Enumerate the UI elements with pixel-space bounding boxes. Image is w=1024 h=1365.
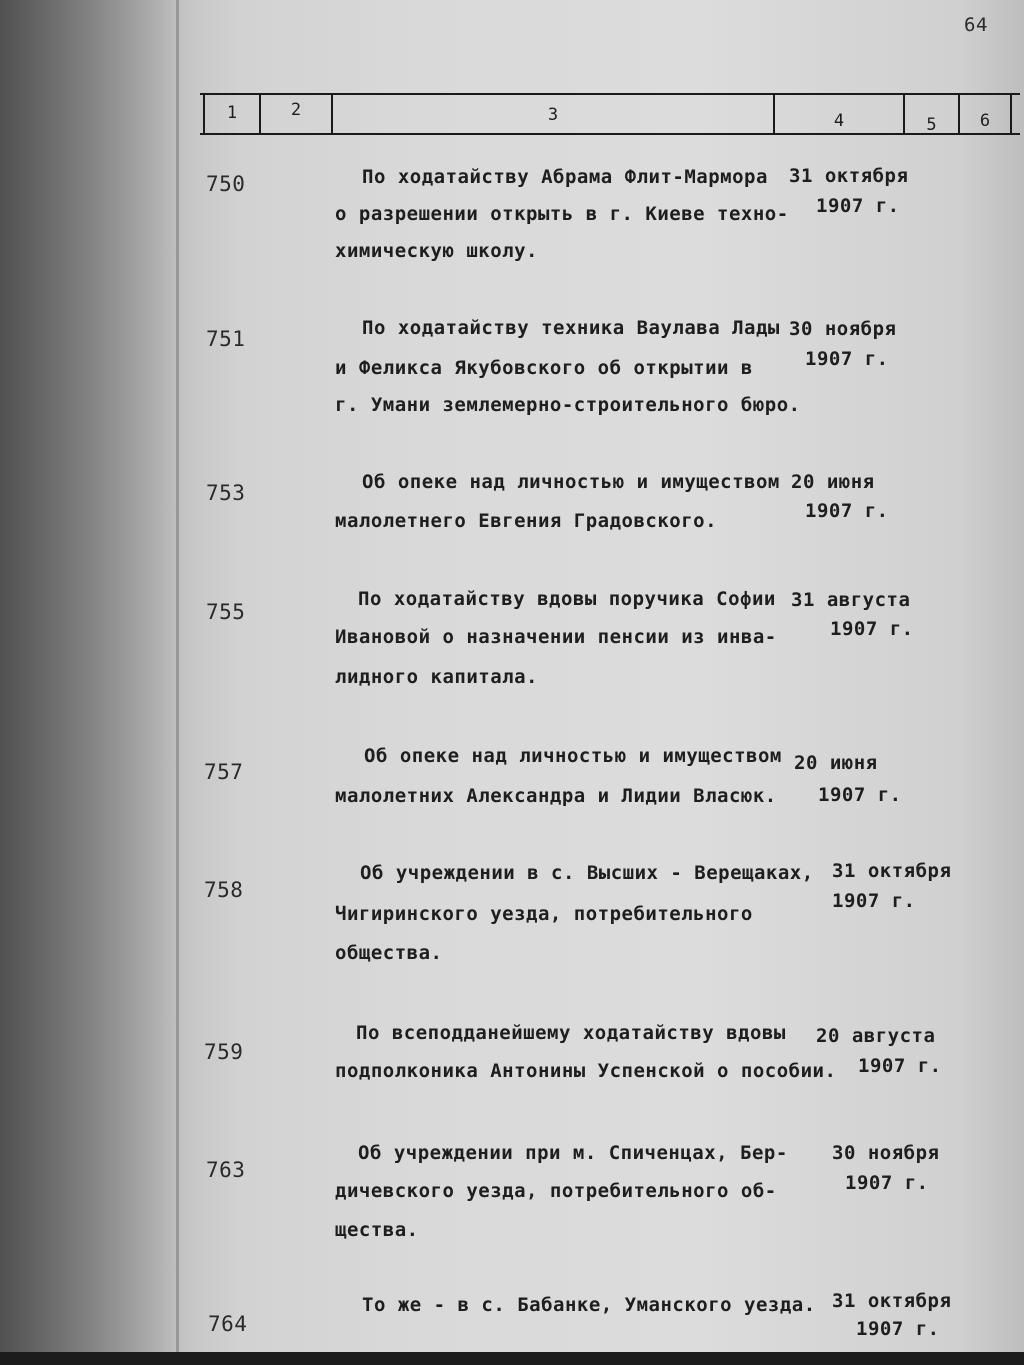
- record-date: 31 октября: [832, 860, 952, 882]
- record-text-line: По всеподданейшему ходатайству вдовы: [356, 1022, 786, 1044]
- header-col-5: 5: [926, 115, 937, 135]
- record-text-line: малолетнего Евгения Градовского.: [335, 510, 718, 532]
- record-text-line: химическую школу.: [335, 240, 538, 262]
- record-text-line: Об учреждении при м. Спиченцах, Бер-: [358, 1142, 788, 1164]
- record-text-line: Чигиринского уезда, потребительного: [335, 903, 753, 925]
- record-text-line: По ходатайству Абрама Флит-Мармора: [362, 166, 768, 188]
- record-text-line: Об опеке над личностью и имуществом: [364, 745, 782, 767]
- record-date: 20 июня: [794, 752, 878, 774]
- record-number: 759: [204, 1040, 244, 1064]
- record-year: 1907 г.: [830, 618, 914, 640]
- header-col-6: 6: [979, 111, 991, 131]
- record-year: 1907 г.: [818, 784, 902, 806]
- record-text-line: По ходатайству вдовы поручика Софии: [358, 588, 776, 610]
- header-top-rule: [200, 93, 1020, 95]
- record-year: 1907 г.: [805, 348, 889, 370]
- page-number: 64: [964, 14, 988, 36]
- record-text-line: лидного капитала.: [335, 666, 538, 688]
- record-text-line: Об опеке над личностью и имуществом: [362, 471, 780, 493]
- record-number: 758: [204, 878, 244, 902]
- record-number: 763: [206, 1158, 246, 1182]
- record-text-line: По ходатайству техника Ваулава Лады: [362, 317, 780, 339]
- book-spine-shadow: [0, 0, 190, 1365]
- record-number: 764: [208, 1312, 248, 1336]
- header-col-2: 2: [290, 100, 302, 120]
- record-text-line: о разрешении открыть в г. Киеве техно-: [335, 203, 789, 225]
- record-number: 755: [206, 600, 246, 624]
- record-date: 31 августа: [791, 589, 911, 611]
- record-date: 31 октября: [789, 165, 909, 187]
- record-date: 20 июня: [791, 471, 875, 493]
- record-date: 31 октября: [832, 1290, 952, 1312]
- record-year: 1907 г.: [805, 500, 889, 522]
- header-divider: [1010, 93, 1012, 135]
- record-year: 1907 г.: [856, 1318, 940, 1340]
- record-number: 757: [204, 760, 244, 784]
- record-year: 1907 г.: [845, 1172, 929, 1194]
- record-year: 1907 г.: [816, 195, 900, 217]
- record-text-line: То же - в с. Бабанке, Уманского уезда.: [362, 1294, 816, 1316]
- record-text-line: дичевского уезда, потребительного об-: [335, 1180, 777, 1202]
- record-text-line: щества.: [335, 1219, 419, 1241]
- record-year: 1907 г.: [858, 1055, 942, 1077]
- record-text-line: г. Умани землемерно-строительного бюро.: [335, 394, 801, 416]
- record-text-line: Ивановой о назначении пенсии из инва-: [335, 626, 777, 648]
- record-text-line: общества.: [335, 942, 443, 964]
- record-number: 753: [206, 481, 246, 505]
- record-text-line: подполконика Антонины Успенской о пособии.: [335, 1060, 837, 1082]
- record-text-line: Об учреждении в с. Высших - Верещаках,: [360, 862, 814, 884]
- header-col-4: 4: [833, 111, 845, 131]
- record-text-line: и Феликса Якубовского об открытии в: [335, 357, 753, 379]
- record-date: 30 ноября: [832, 1142, 940, 1164]
- record-year: 1907 г.: [832, 890, 916, 912]
- record-number: 750: [206, 172, 246, 196]
- record-number: 751: [206, 327, 246, 351]
- header-col-1: 1: [226, 103, 238, 123]
- record-text-line: малолетних Александра и Лидии Власюк.: [335, 785, 777, 807]
- record-date: 30 ноября: [789, 318, 897, 340]
- header-col-3: 3: [547, 105, 559, 125]
- page-bottom-edge: [0, 1352, 1024, 1365]
- record-date: 20 августа: [816, 1025, 936, 1047]
- page-fold: [176, 0, 179, 1365]
- header-bottom-rule: [200, 133, 1020, 135]
